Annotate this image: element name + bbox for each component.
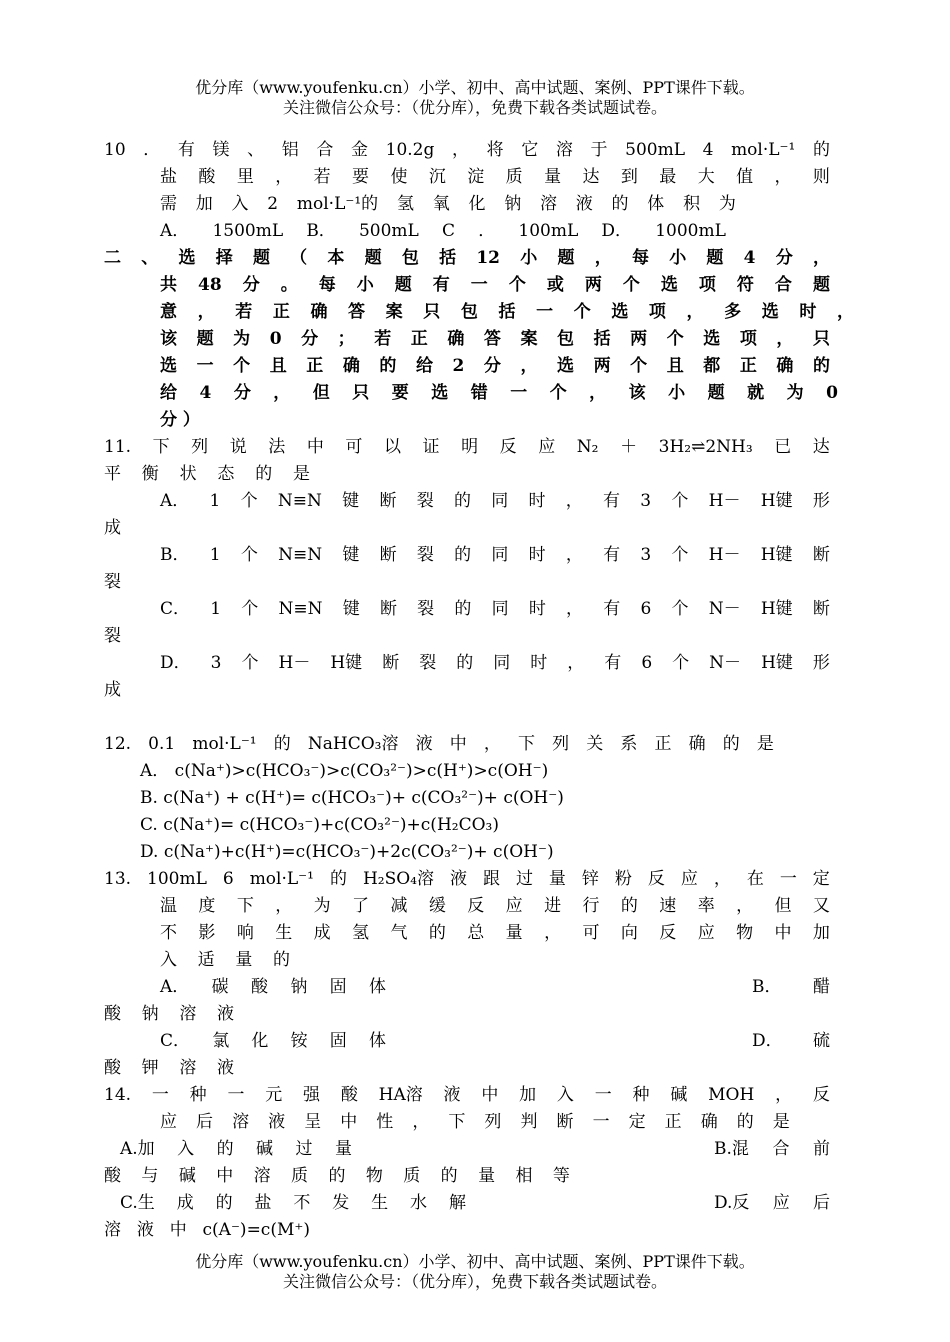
q14-option-d: D.反 应 后 (714, 1193, 830, 1213)
q14-option-c: C.生 成 的 盐 不 发 生 水 解 (120, 1193, 466, 1213)
header-line-1: 优分库（www.youfenku.cn）小学、初中、高中试题、案例、PPT课件下载。 (195, 78, 755, 97)
q10-line-1: 10 ． 有 镁 、 铝 合 金 10.2g ， 将 它 溶 于 500mL 4 mol·L⁻¹ 的 (104, 140, 830, 160)
q11-option-a: A． 1 个 N≡N 键 断 裂 的 同 时 ， 有 3 个 H－ H键 形 (160, 491, 830, 511)
q11-option-b-cont: 裂 (104, 572, 121, 592)
q11-option-b: B． 1 个 N≡N 键 断 裂 的 同 时 ， 有 3 个 H－ H键 断 (160, 545, 830, 565)
q13-option-d-cont: 酸 钾 溶 液 (104, 1058, 234, 1078)
section2-line-3: 意 ， 若 正 确 答 案 只 包 括 一 个 选 项 ， 多 选 时 ， (160, 302, 854, 322)
q13-option-b: B． 醋 (752, 977, 830, 997)
q11-option-d: D． 3 个 H－ H键 断 裂 的 同 时 ， 有 6 个 N－ H键 形 (160, 653, 830, 673)
q13-option-b-cont: 酸 钠 溶 液 (104, 1004, 234, 1024)
q13-stem-line-4: 入 适 量 的 (160, 950, 290, 970)
q10-options: A． 1500mL B． 500mL C ． 100mL D． 1000mL (160, 221, 726, 241)
section2-line-4: 该 题 为 0 分 ； 若 正 确 答 案 包 括 两 个 选 项 ， 只 (160, 329, 830, 349)
q14-option-d-cont: 溶 液 中 c(A⁻)=c(M⁺) (104, 1220, 310, 1240)
q11-stem-line-2: 平 衡 状 态 的 是 (104, 464, 310, 484)
section2-line-1: 二 、 选 择 题 （ 本 题 包 括 12 小 题 ， 每 小 题 4 分 ， (104, 248, 830, 268)
footer-line-2: 关注微信公众号：（优分库），免费下载各类试题试卷。 (282, 1272, 667, 1291)
q11-stem-line-1: 11. 下 列 说 法 中 可 以 证 明 反 应 N₂ ＋ 3H₂⇌2NH₃ 已 达 (104, 437, 830, 457)
q12-option-b: B. c(Na⁺) + c(H⁺)= c(HCO₃⁻)+ c(CO₃²⁻)+ c(OH⁻) (140, 788, 564, 808)
q13-option-a: A． 碳 酸 钠 固 体 (160, 977, 386, 997)
q12-option-c: C. c(Na⁺)= c(HCO₃⁻)+c(CO₃²⁻)+c(H₂CO₃) (140, 815, 499, 835)
q14-option-b-cont: 酸 与 碱 中 溶 质 的 物 质 的 量 相 等 (104, 1166, 570, 1186)
q11-option-d-cont: 成 (104, 680, 121, 700)
footer-line-1: 优分库（www.youfenku.cn）小学、初中、高中试题、案例、PPT课件下载。 (195, 1252, 755, 1271)
q13-stem-line-3: 不 影 响 生 成 氢 气 的 总 量 ， 可 向 反 应 物 中 加 (160, 923, 830, 943)
q14-option-b: B.混 合 前 (714, 1139, 830, 1159)
header-line-2: 关注微信公众号：（优分库），免费下载各类试题试卷。 (282, 98, 667, 117)
q13-stem-line-2: 温 度 下 ， 为 了 减 缓 反 应 进 行 的 速 率 ， 但 又 (160, 896, 830, 916)
q14-option-a: A.加 入 的 碱 过 量 (120, 1139, 352, 1159)
q13-stem-line-1: 13. 100mL 6 mol·L⁻¹ 的 H₂SO₄溶 液 跟 过 量 锌 粉 反 应 ， 在 一 定 (104, 869, 830, 889)
q14-stem-line-2: 应 后 溶 液 呈 中 性 ， 下 列 判 断 一 定 正 确 的 是 (160, 1112, 790, 1132)
q13-option-c: C． 氯 化 铵 固 体 (160, 1031, 386, 1051)
q12-stem: 12. 0.1 mol·L⁻¹ 的 NaHCO₃溶 液 中 ， 下 列 关 系 正 确 的 是 (104, 734, 774, 754)
section2-line-5: 选 一 个 且 正 确 的 给 2 分 ， 选 两 个 且 都 正 确 的 (160, 356, 830, 376)
section2-line-6: 给 4 分 ， 但 只 要 选 错 一 个 ， 该 小 题 就 为 0 (160, 383, 838, 403)
section2-line-7: 分 ） (160, 410, 200, 430)
q13-option-d: D． 硫 (752, 1031, 830, 1051)
q11-option-a-cont: 成 (104, 518, 121, 538)
q14-stem-line-1: 14. 一 种 一 元 强 酸 HA溶 液 中 加 入 一 种 碱 MOH ， 反 (104, 1085, 830, 1105)
q12-option-a: A． c(Na⁺)>c(HCO₃⁻)>c(CO₃²⁻)>c(H⁺)>c(OH⁻) (140, 761, 549, 781)
q11-option-c: C． 1 个 N≡N 键 断 裂 的 同 时 ， 有 6 个 N－ H键 断 (160, 599, 830, 619)
q11-option-c-cont: 裂 (104, 626, 121, 646)
section2-line-2: 共 48 分 。 每 小 题 有 一 个 或 两 个 选 项 符 合 题 (160, 275, 830, 295)
q12-option-d: D. c(Na⁺)+c(H⁺)=c(HCO₃⁻)+2c(CO₃²⁻)+ c(OH⁻) (140, 842, 554, 862)
q10-line-2: 盐 酸 里 ， 若 要 使 沉 淀 质 量 达 到 最 大 值 ， 则 (160, 167, 830, 187)
q10-line-3: 需 加 入 2 mol·L⁻¹的 氢 氧 化 钠 溶 液 的 体 积 为 (160, 194, 736, 214)
